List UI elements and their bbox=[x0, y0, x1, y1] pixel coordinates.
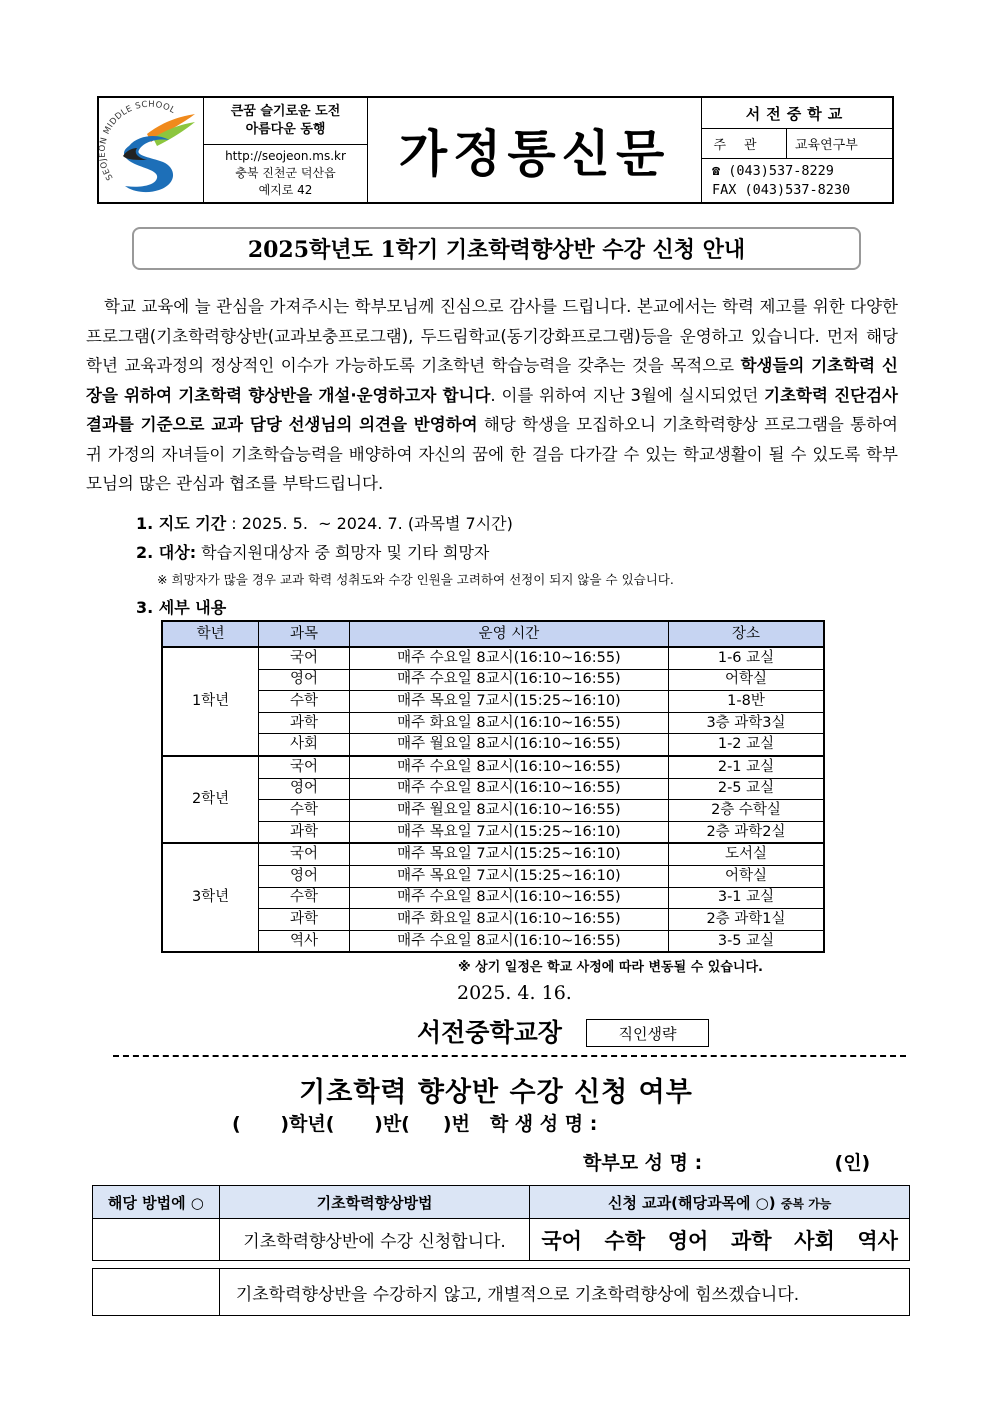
place-cell: 2-1 교실 bbox=[669, 756, 824, 778]
application-table bbox=[92, 1185, 910, 1261]
opt-out-table bbox=[92, 1268, 910, 1316]
item-target bbox=[136, 540, 489, 563]
address-line-1: 충북 진천군 덕산읍 bbox=[235, 166, 336, 180]
subject-cell: 영어 bbox=[259, 778, 350, 800]
school-logo bbox=[99, 98, 204, 202]
option1-text: 기초학력향상반에 수강 신청합니다. bbox=[219, 1219, 530, 1261]
time-cell: 매주 월요일 8교시(16:10~16:55) bbox=[349, 734, 668, 756]
schedule-row bbox=[162, 734, 824, 756]
grade-cell: 3학년 bbox=[162, 843, 259, 952]
intro-bold-2: 기초학력 진단검사 결과를 기준으로 교과 담당 선생님의 의견을 반영하여 bbox=[86, 385, 898, 434]
subject-cell: 국어 bbox=[259, 647, 350, 669]
subject-cell: 국어 bbox=[259, 843, 350, 865]
letterhead bbox=[97, 96, 894, 204]
time-cell: 매주 목요일 7교시(15:25~16:10) bbox=[349, 691, 668, 713]
intro-bold-1: 학생들의 기초학력 신장을 위하여 기초학력 향상반을 개설·운영하고자 합니다 bbox=[86, 356, 898, 405]
place-cell: 2층 과학1실 bbox=[669, 909, 824, 931]
school-url[interactable]: http://seojeon.ms.kr bbox=[225, 149, 346, 163]
schedule-row bbox=[162, 669, 824, 691]
time-cell: 매주 목요일 7교시(15:25~16:10) bbox=[349, 865, 668, 887]
schedule-row bbox=[162, 865, 824, 887]
time-cell: 매주 목요일 7교시(15:25~16:10) bbox=[349, 821, 668, 843]
subject-option[interactable]: 사회 bbox=[794, 1228, 835, 1253]
dept-label: 주관 bbox=[702, 129, 787, 158]
parent-name-line[interactable]: 학부모 성 명 : (인) bbox=[583, 1152, 871, 1174]
col-subject-header-label: 신청 교과(해당과목에 ○) bbox=[607, 1193, 776, 1212]
subject-cell: 수학 bbox=[259, 887, 350, 909]
subject-option[interactable]: 영어 bbox=[667, 1228, 709, 1253]
item-period-label: 1. 지도 기간 bbox=[136, 514, 227, 533]
subject-option[interactable]: 역사 bbox=[857, 1228, 898, 1253]
subject-option[interactable]: 국어 bbox=[541, 1228, 582, 1253]
place-cell: 2층 과학2실 bbox=[669, 821, 824, 843]
header-time: 운영 시간 bbox=[349, 621, 668, 647]
item-target-label: 2. 대상: bbox=[136, 543, 197, 562]
school-logo-icon bbox=[99, 98, 201, 202]
place-cell: 1-8반 bbox=[669, 691, 824, 713]
item-period-value: : 2025. 5. ~ 2024. 7. (과목별 7시간) bbox=[226, 514, 513, 533]
subject-cell: 역사 bbox=[259, 930, 350, 952]
time-cell: 매주 화요일 8교시(16:10~16:55) bbox=[349, 712, 668, 734]
schedule-row bbox=[162, 647, 824, 669]
item-target-value: 학습지원대상자 중 희망자 및 기타 희망자 bbox=[196, 543, 490, 562]
newsletter-title: 가정통신문 bbox=[368, 98, 702, 202]
intro-text-2: . 이를 위하여 지난 3월에 실시되었던 bbox=[490, 385, 765, 405]
subject-cell: 사회 bbox=[259, 734, 350, 756]
subject-option[interactable]: 수학 bbox=[604, 1228, 646, 1253]
subject-cell: 수학 bbox=[259, 691, 350, 713]
time-cell: 매주 수요일 8교시(16:10~16:55) bbox=[349, 756, 668, 778]
reply-form-title: 기초학력 향상반 수강 신청 여부 bbox=[299, 1077, 693, 1108]
place-cell: 2-5 교실 bbox=[669, 778, 824, 800]
grade-cell: 2학년 bbox=[162, 756, 259, 843]
time-cell: 매주 수요일 8교시(16:10~16:55) bbox=[349, 669, 668, 691]
notice-title: 2025학년도 1학기 기초학력향상반 수강 신청 안내 bbox=[132, 227, 861, 270]
subject-cell: 영어 bbox=[259, 669, 350, 691]
option2-text: 기초학력향상반을 수강하지 않고, 개별적으로 기초학력향상에 힘쓰겠습니다. bbox=[219, 1269, 909, 1316]
schedule-row bbox=[162, 930, 824, 952]
subject-cell: 국어 bbox=[259, 756, 350, 778]
header-subject: 과목 bbox=[259, 621, 350, 647]
grade-cell: 1학년 bbox=[162, 647, 259, 756]
principal-signature: 서전중학교장 bbox=[417, 1018, 562, 1047]
school-contact bbox=[204, 145, 367, 202]
selection-note: ※ 희망자가 많을 경우 교과 학력 성취도와 수강 인원을 고려하여 선정이 되지 않을 수 있습니다. bbox=[157, 572, 674, 587]
place-cell: 1-2 교실 bbox=[669, 734, 824, 756]
header-grade: 학년 bbox=[162, 621, 259, 647]
place-cell: 어학실 bbox=[669, 669, 824, 691]
schedule-row bbox=[162, 909, 824, 931]
option1-check-cell[interactable] bbox=[93, 1219, 220, 1261]
schedule-row bbox=[162, 821, 824, 843]
col-subject-header bbox=[530, 1186, 910, 1219]
slogan-line-1: 큰꿈 슬기로운 도전 bbox=[230, 104, 341, 119]
subject-cell: 영어 bbox=[259, 865, 350, 887]
header-place: 장소 bbox=[669, 621, 824, 647]
item-details bbox=[136, 595, 226, 618]
place-cell: 도서실 bbox=[669, 843, 824, 865]
schedule-row bbox=[162, 843, 824, 865]
schedule-row bbox=[162, 778, 824, 800]
col-check-header: 해당 방법에 ○ bbox=[93, 1186, 220, 1219]
place-cell: 1-6 교실 bbox=[669, 647, 824, 669]
option2-check-cell[interactable] bbox=[93, 1269, 220, 1316]
phone-number: ☎ (043)537-8229 bbox=[712, 162, 834, 179]
subject-cell: 과학 bbox=[259, 821, 350, 843]
place-cell: 3-5 교실 bbox=[669, 930, 824, 952]
intro-text-3: 해당 학생을 모집하오니 기초학력향상 프로그램을 통하여 귀 가정의 자녀들이 기초학습능력을 배양하여 자신의 꿈에 한 걸음 다가갈 수 있는 학교생활이 될 수 있도록 학부모님의 많은 관심과 협조를 부탁드립니다. bbox=[86, 415, 898, 493]
school-name: 서전중학교 bbox=[702, 98, 892, 129]
subject-cell: 과학 bbox=[259, 712, 350, 734]
dept-value: 교육연구부 bbox=[795, 138, 858, 153]
cut-line bbox=[113, 1055, 906, 1057]
logo-text: SEOJ N MIDDLE SCHOOL bbox=[99, 99, 177, 182]
schedule-row bbox=[162, 691, 824, 713]
place-cell: 3층 과학3실 bbox=[669, 712, 824, 734]
subject-cell: 수학 bbox=[259, 800, 350, 822]
student-info-line[interactable]: ( )학년( )반( )번 학 생 성 명 : bbox=[232, 1113, 598, 1135]
subject-choices bbox=[530, 1219, 910, 1261]
subject-option[interactable]: 과학 bbox=[730, 1228, 772, 1253]
slogan-line-2: 아름다운 동행 bbox=[245, 122, 326, 137]
time-cell: 매주 수요일 8교시(16:10~16:55) bbox=[349, 778, 668, 800]
address-line-2: 예지로 42 bbox=[258, 183, 313, 197]
duplicate-allowed-note: 중복 가능 bbox=[780, 1196, 832, 1211]
subject-cell: 과학 bbox=[259, 909, 350, 931]
issue-date: 2025. 4. 16. bbox=[457, 982, 572, 1004]
time-cell: 매주 수요일 8교시(16:10~16:55) bbox=[349, 887, 668, 909]
fax-number: FAX (043)537-8230 bbox=[712, 181, 851, 198]
time-cell: 매주 월요일 8교시(16:10~16:55) bbox=[349, 800, 668, 822]
time-cell: 매주 수요일 8교시(16:10~16:55) bbox=[349, 930, 668, 952]
schedule-row bbox=[162, 887, 824, 909]
time-cell: 매주 목요일 7교시(15:25~16:10) bbox=[349, 843, 668, 865]
item-details-label: 3. 세부 내용 bbox=[136, 598, 227, 617]
schedule-table bbox=[161, 620, 825, 953]
intro-paragraph bbox=[86, 292, 898, 499]
place-cell: 3-1 교실 bbox=[669, 887, 824, 909]
intro-text-1: 학교 교육에 늘 관심을 가져주시는 학부모님께 진심으로 감사를 드립니다. 본교에서는 학력 제고를 위한 다양한 프로그램(기초학력향상반(교과보충프로그램), 두드림학교(동기강화프로그램)등을 운영하고 있습니다. 먼저 해당학년 교육과정의 정상적인 이수가 가능하도록 기초학년 학습능력을 갖추는 것을 목적으로 bbox=[86, 297, 898, 375]
schedule-change-note: ※ 상기 일정은 학교 사정에 따라 변동될 수 있습니다. bbox=[458, 960, 763, 975]
item-period bbox=[136, 511, 513, 534]
schedule-row bbox=[162, 800, 824, 822]
time-cell: 매주 수요일 8교시(16:10~16:55) bbox=[349, 647, 668, 669]
seal-omitted-box: 직인생략 bbox=[586, 1019, 709, 1047]
schedule-row bbox=[162, 756, 824, 778]
schedule-row bbox=[162, 712, 824, 734]
schedule-header-row bbox=[162, 621, 824, 647]
col-method-header: 기초학력향상방법 bbox=[219, 1186, 530, 1219]
time-cell: 매주 화요일 8교시(16:10~16:55) bbox=[349, 909, 668, 931]
place-cell: 어학실 bbox=[669, 865, 824, 887]
place-cell: 2층 수학실 bbox=[669, 800, 824, 822]
school-slogan bbox=[204, 98, 367, 145]
